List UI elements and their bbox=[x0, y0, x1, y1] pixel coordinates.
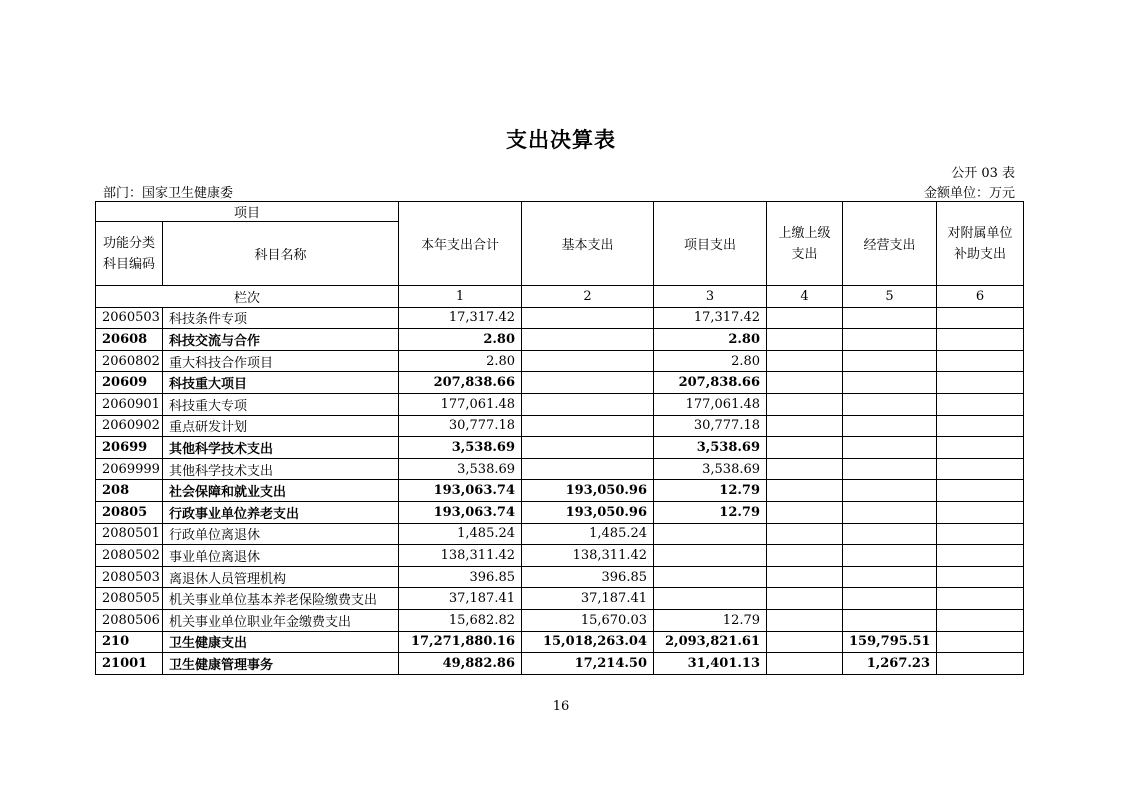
subsidy-expenditure bbox=[937, 415, 1024, 437]
table-row bbox=[96, 631, 1024, 653]
subsidy-expenditure bbox=[937, 609, 1024, 631]
project-expenditure bbox=[654, 545, 767, 567]
subject-code: 2080501 bbox=[96, 523, 163, 545]
remit-expenditure bbox=[767, 588, 843, 610]
subsidy-expenditure bbox=[937, 588, 1024, 610]
header-col-2: 基本支出 bbox=[522, 202, 654, 286]
subject-code: 2060901 bbox=[96, 393, 163, 415]
col-number-4: 4 bbox=[767, 286, 843, 308]
basic-expenditure: 396.85 bbox=[522, 566, 654, 588]
table-row bbox=[96, 415, 1024, 437]
basic-expenditure bbox=[522, 458, 654, 480]
operating-expenditure: 159,795.51 bbox=[843, 631, 937, 653]
subject-name: 社会保障和就业支出 bbox=[163, 480, 399, 502]
header-col-1: 本年支出合计 bbox=[399, 202, 522, 286]
operating-expenditure bbox=[843, 350, 937, 372]
subject-code: 2060802 bbox=[96, 350, 163, 372]
operating-expenditure bbox=[843, 415, 937, 437]
total-expenditure: 17,317.42 bbox=[399, 307, 522, 329]
total-expenditure: 138,311.42 bbox=[399, 545, 522, 567]
project-expenditure bbox=[654, 523, 767, 545]
project-expenditure: 12.79 bbox=[654, 480, 767, 502]
total-expenditure: 3,538.69 bbox=[399, 437, 522, 459]
operating-expenditure bbox=[843, 329, 937, 351]
table-row bbox=[96, 437, 1024, 459]
project-expenditure: 30,777.18 bbox=[654, 415, 767, 437]
operating-expenditure bbox=[843, 501, 937, 523]
subject-name: 卫生健康管理事务 bbox=[163, 653, 399, 675]
basic-expenditure bbox=[522, 307, 654, 329]
total-expenditure: 396.85 bbox=[399, 566, 522, 588]
subsidy-expenditure bbox=[937, 329, 1024, 351]
remit-expenditure bbox=[767, 307, 843, 329]
unit-label: 金额单位：万元 bbox=[923, 186, 1015, 201]
header-name-label: 科目名称 bbox=[163, 222, 399, 286]
subsidy-expenditure bbox=[937, 480, 1024, 502]
table-row bbox=[96, 458, 1024, 480]
basic-expenditure: 1,485.24 bbox=[522, 523, 654, 545]
project-expenditure: 2.80 bbox=[654, 329, 767, 351]
basic-expenditure bbox=[522, 437, 654, 459]
subject-name: 其他科学技术支出 bbox=[163, 458, 399, 480]
subsidy-expenditure bbox=[937, 393, 1024, 415]
col-number-1: 1 bbox=[399, 286, 522, 308]
subject-code: 2069999 bbox=[96, 458, 163, 480]
table-row bbox=[96, 523, 1024, 545]
col-number-3: 3 bbox=[654, 286, 767, 308]
operating-expenditure bbox=[843, 523, 937, 545]
remit-expenditure bbox=[767, 458, 843, 480]
total-expenditure: 49,882.86 bbox=[399, 653, 522, 675]
operating-expenditure bbox=[843, 437, 937, 459]
subject-name: 机关事业单位基本养老保险缴费支出 bbox=[163, 588, 399, 610]
remit-expenditure bbox=[767, 545, 843, 567]
subject-name: 机关事业单位职业年金缴费支出 bbox=[163, 609, 399, 631]
subject-name: 重点研发计划 bbox=[163, 415, 399, 437]
col-number-6: 6 bbox=[937, 286, 1024, 308]
row-index-label: 栏次 bbox=[96, 286, 399, 308]
table-row bbox=[96, 307, 1024, 329]
table-row bbox=[96, 588, 1024, 610]
total-expenditure: 37,187.41 bbox=[399, 588, 522, 610]
project-expenditure: 2,093,821.61 bbox=[654, 631, 767, 653]
remit-expenditure bbox=[767, 350, 843, 372]
total-expenditure: 193,063.74 bbox=[399, 480, 522, 502]
basic-expenditure: 193,050.96 bbox=[522, 480, 654, 502]
subject-code: 20609 bbox=[96, 372, 163, 394]
operating-expenditure bbox=[843, 566, 937, 588]
total-expenditure: 2.80 bbox=[399, 329, 522, 351]
subsidy-expenditure bbox=[937, 631, 1024, 653]
operating-expenditure bbox=[843, 372, 937, 394]
subject-name: 卫生健康支出 bbox=[163, 631, 399, 653]
remit-expenditure bbox=[767, 631, 843, 653]
remit-expenditure bbox=[767, 653, 843, 675]
subject-code: 2060503 bbox=[96, 307, 163, 329]
subsidy-expenditure bbox=[937, 501, 1024, 523]
table-row bbox=[96, 480, 1024, 502]
department-label: 部门：国家卫生健康委 bbox=[103, 186, 234, 201]
operating-expenditure bbox=[843, 480, 937, 502]
table-row bbox=[96, 653, 1024, 675]
expenditure-table bbox=[95, 201, 1024, 675]
operating-expenditure bbox=[843, 458, 937, 480]
form-number: 公开 03 表 bbox=[951, 166, 1015, 181]
remit-expenditure bbox=[767, 566, 843, 588]
subject-code: 20805 bbox=[96, 501, 163, 523]
subject-code: 2080506 bbox=[96, 609, 163, 631]
project-expenditure: 12.79 bbox=[654, 609, 767, 631]
subject-name: 事业单位离退休 bbox=[163, 545, 399, 567]
subject-code: 21001 bbox=[96, 653, 163, 675]
remit-expenditure bbox=[767, 329, 843, 351]
project-expenditure: 3,538.69 bbox=[654, 437, 767, 459]
subject-code: 2080502 bbox=[96, 545, 163, 567]
table-row bbox=[96, 329, 1024, 351]
header-col-5: 经营支出 bbox=[843, 202, 937, 286]
subject-name: 其他科学技术支出 bbox=[163, 437, 399, 459]
total-expenditure: 207,838.66 bbox=[399, 372, 522, 394]
subsidy-expenditure bbox=[937, 566, 1024, 588]
table-row bbox=[96, 609, 1024, 631]
operating-expenditure: 1,267.23 bbox=[843, 653, 937, 675]
operating-expenditure bbox=[843, 545, 937, 567]
remit-expenditure bbox=[767, 372, 843, 394]
basic-expenditure: 193,050.96 bbox=[522, 501, 654, 523]
project-expenditure bbox=[654, 566, 767, 588]
subject-name: 科技重大项目 bbox=[163, 372, 399, 394]
project-expenditure: 207,838.66 bbox=[654, 372, 767, 394]
total-expenditure: 3,538.69 bbox=[399, 458, 522, 480]
basic-expenditure: 37,187.41 bbox=[522, 588, 654, 610]
basic-expenditure: 15,670.03 bbox=[522, 609, 654, 631]
subsidy-expenditure bbox=[937, 458, 1024, 480]
subsidy-expenditure bbox=[937, 307, 1024, 329]
subsidy-expenditure bbox=[937, 372, 1024, 394]
subject-name: 离退休人员管理机构 bbox=[163, 566, 399, 588]
subject-name: 行政单位离退休 bbox=[163, 523, 399, 545]
project-expenditure: 3,538.69 bbox=[654, 458, 767, 480]
table-row bbox=[96, 393, 1024, 415]
basic-expenditure bbox=[522, 372, 654, 394]
remit-expenditure bbox=[767, 523, 843, 545]
subsidy-expenditure bbox=[937, 653, 1024, 675]
remit-expenditure bbox=[767, 609, 843, 631]
header-code-label: 功能分类科目编码 bbox=[96, 222, 163, 286]
header-col-3: 项目支出 bbox=[654, 202, 767, 286]
subject-code: 20608 bbox=[96, 329, 163, 351]
subject-code: 2060902 bbox=[96, 415, 163, 437]
total-expenditure: 2.80 bbox=[399, 350, 522, 372]
operating-expenditure bbox=[843, 609, 937, 631]
subject-code: 210 bbox=[96, 631, 163, 653]
remit-expenditure bbox=[767, 501, 843, 523]
header-col-4: 上缴上级支出 bbox=[767, 202, 843, 286]
subject-code: 2080505 bbox=[96, 588, 163, 610]
subsidy-expenditure bbox=[937, 523, 1024, 545]
total-expenditure: 177,061.48 bbox=[399, 393, 522, 415]
total-expenditure: 17,271,880.16 bbox=[399, 631, 522, 653]
subject-name: 科技交流与合作 bbox=[163, 329, 399, 351]
basic-expenditure: 15,018,263.04 bbox=[522, 631, 654, 653]
operating-expenditure bbox=[843, 307, 937, 329]
remit-expenditure bbox=[767, 393, 843, 415]
remit-expenditure bbox=[767, 437, 843, 459]
col-number-5: 5 bbox=[843, 286, 937, 308]
total-expenditure: 1,485.24 bbox=[399, 523, 522, 545]
table-row bbox=[96, 545, 1024, 567]
subject-code: 20699 bbox=[96, 437, 163, 459]
project-expenditure: 17,317.42 bbox=[654, 307, 767, 329]
header-col-6: 对附属单位补助支出 bbox=[937, 202, 1024, 286]
col-number-2: 2 bbox=[522, 286, 654, 308]
project-expenditure: 177,061.48 bbox=[654, 393, 767, 415]
remit-expenditure bbox=[767, 415, 843, 437]
table-row bbox=[96, 501, 1024, 523]
subject-name: 行政事业单位养老支出 bbox=[163, 501, 399, 523]
total-expenditure: 193,063.74 bbox=[399, 501, 522, 523]
subject-name: 重大科技合作项目 bbox=[163, 350, 399, 372]
basic-expenditure: 138,311.42 bbox=[522, 545, 654, 567]
total-expenditure: 15,682.82 bbox=[399, 609, 522, 631]
table-row bbox=[96, 372, 1024, 394]
remit-expenditure bbox=[767, 480, 843, 502]
subsidy-expenditure bbox=[937, 437, 1024, 459]
operating-expenditure bbox=[843, 588, 937, 610]
subject-name: 科技条件专项 bbox=[163, 307, 399, 329]
basic-expenditure: 17,214.50 bbox=[522, 653, 654, 675]
subsidy-expenditure bbox=[937, 545, 1024, 567]
project-expenditure: 2.80 bbox=[654, 350, 767, 372]
page-title: 支出决算表 bbox=[506, 128, 616, 152]
subject-name: 科技重大专项 bbox=[163, 393, 399, 415]
subject-code: 208 bbox=[96, 480, 163, 502]
basic-expenditure bbox=[522, 415, 654, 437]
subject-code: 2080503 bbox=[96, 566, 163, 588]
total-expenditure: 30,777.18 bbox=[399, 415, 522, 437]
subsidy-expenditure bbox=[937, 350, 1024, 372]
basic-expenditure bbox=[522, 350, 654, 372]
basic-expenditure bbox=[522, 393, 654, 415]
project-expenditure: 31,401.13 bbox=[654, 653, 767, 675]
table-row bbox=[96, 566, 1024, 588]
project-expenditure bbox=[654, 588, 767, 610]
basic-expenditure bbox=[522, 329, 654, 351]
header-group-label: 项目 bbox=[96, 202, 399, 222]
project-expenditure: 12.79 bbox=[654, 501, 767, 523]
operating-expenditure bbox=[843, 393, 937, 415]
table-row bbox=[96, 350, 1024, 372]
page-number: 16 bbox=[552, 699, 570, 714]
